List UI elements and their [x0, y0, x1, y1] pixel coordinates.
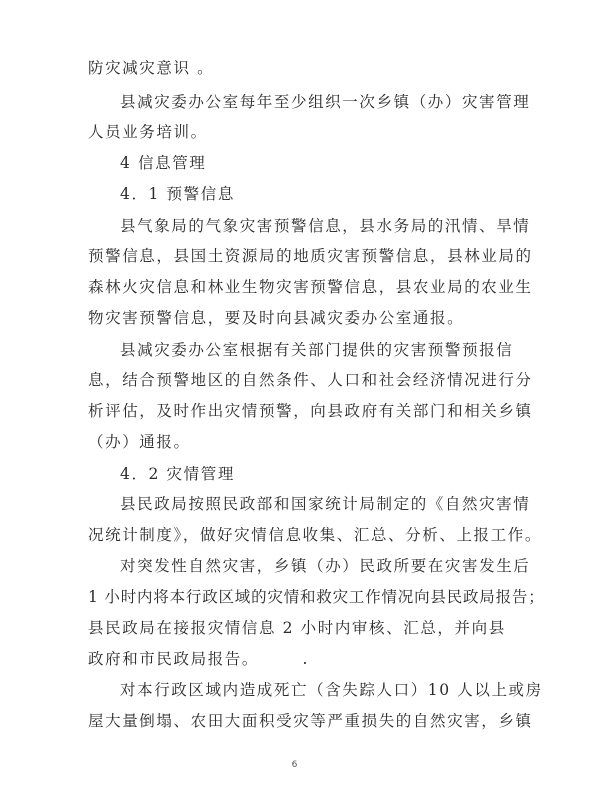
text-line: 政府和市民政局报告。 .: [88, 650, 310, 668]
text-line: 森林火灾信息和林业生物灾害预警信息，县农业局的农业生: [88, 278, 533, 296]
text-line: 对突发性自然灾害，乡镇（办）民政所要在灾害发生后: [120, 557, 531, 575]
page-number: 6: [291, 760, 298, 770]
section-heading: 4 信息管理: [120, 154, 207, 172]
text-line: 县民政局按照民政部和国家统计局制定的《自然灾害情: [120, 495, 531, 513]
subsection-heading: 4．1 预警信息: [120, 185, 235, 203]
text-line: 对本行政区域内造成死亡（含失踪人口）10 人以上或房: [120, 681, 543, 699]
text-line: 人员业务培训。: [88, 123, 208, 141]
text-line: 预警信息，县国土资源局的地质灾害预警信息，县林业局的: [88, 247, 533, 265]
text-line: 县民政局在接报灾情信息 2 小时内审核、汇总，并向县: [88, 619, 506, 637]
text-line: 防灾减灾意识 。: [88, 59, 215, 77]
text-line: 况统计制度》，做好灾情信息收集、汇总、分析、上报工作。: [88, 526, 542, 544]
text-line: 县减灾委办公室每年至少组织一次乡镇（办）灾害管理: [120, 93, 531, 111]
text-line: 县气象局的气象灾害预警信息，县水务局的汛情、旱情: [120, 217, 531, 235]
text-line: 屋大量倒塌、农田大面积受灾等严重损失的自然灾害，乡镇: [88, 712, 533, 730]
subsection-heading: 4．2 灾情管理: [120, 465, 235, 483]
text-line: 1 小时内将本行政区域的灾情和救灾工作情况向县民政局报告；: [88, 588, 545, 606]
text-line: 析评估，及时作出灾情预警，向县政府有关部门和相关乡镇: [88, 402, 533, 420]
text-line: 县减灾委办公室根据有关部门提供的灾害预警预报信: [120, 341, 514, 359]
text-line: 物灾害预警信息，要及时向县减灾委办公室通报。: [88, 309, 465, 327]
text-line: （办）通报。: [88, 433, 191, 451]
text-line: 息，结合预警地区的自然条件、人口和社会经济情况进行分: [88, 371, 533, 389]
